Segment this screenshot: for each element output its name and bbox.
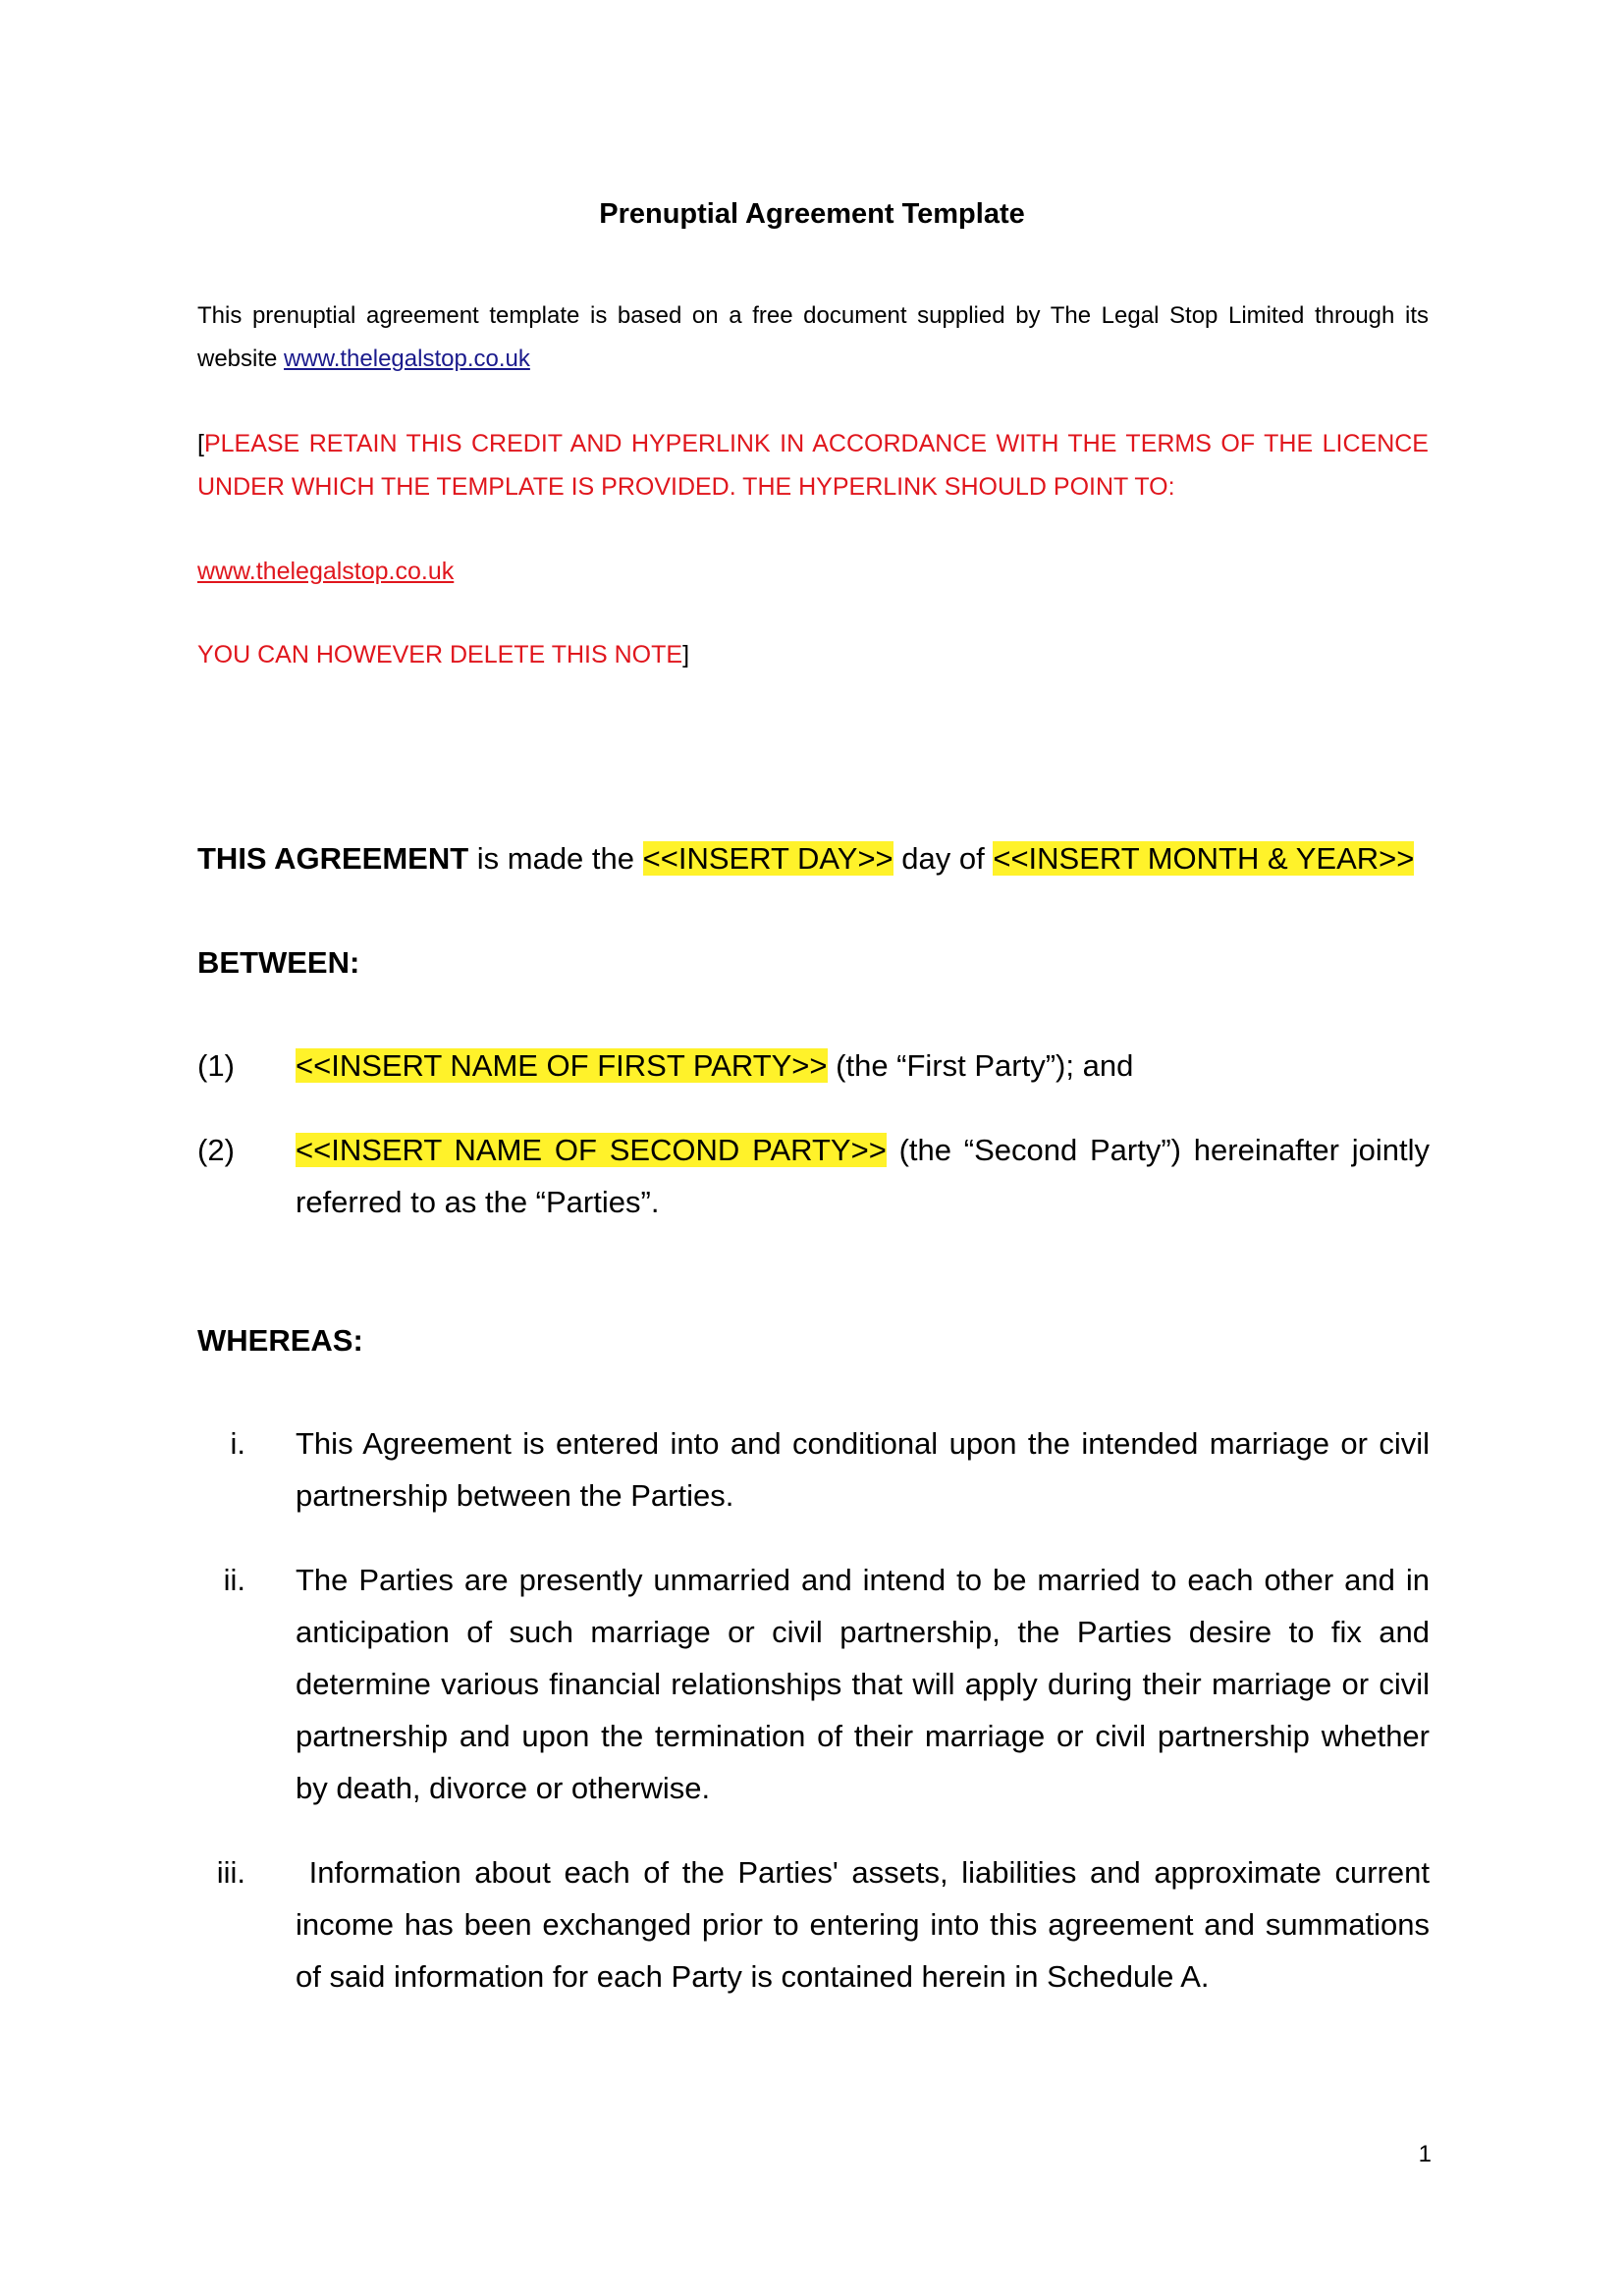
first-party-placeholder: <<INSERT NAME OF FIRST PARTY>> xyxy=(296,1048,828,1083)
agreement-lead: THIS AGREEMENT xyxy=(197,841,469,876)
intro-paragraph xyxy=(197,294,1429,381)
whereas-numeral-iii: iii. xyxy=(216,1855,245,1890)
intro-text: This prenuptial agreement template is based on a free document supplied by The Legal Stop Limited through its website xyxy=(197,302,1429,372)
between-heading: BETWEEN: xyxy=(197,945,360,980)
agreement-date-line xyxy=(197,832,1414,884)
whereas-numeral-ii: ii. xyxy=(223,1563,245,1597)
document-title: Prenuptial Agreement Template xyxy=(599,198,1025,230)
whereas-item-iii: Information about each of the Parties' assets, liabilities and approximate current income has been exchanged prior to entering into this agreement and summations of said information for each Party is contained herein in Schedule A. xyxy=(296,1855,1438,1994)
note-licence-text: PLEASE RETAIN THIS CREDIT AND HYPERLINK IN ACCORDANCE WITH THE TERMS OF THE LICENCE UNDER WHICH THE TEMPLATE IS PROVIDED. THE HYPERLINK SHOULD POINT TO: xyxy=(197,430,1429,501)
first-party-text: (the “First Party”); and xyxy=(827,1048,1134,1083)
licence-note xyxy=(197,422,1429,508)
note-website-link[interactable]: www.thelegalstop.co.uk xyxy=(197,558,455,585)
party-2-number: (2) xyxy=(197,1133,235,1167)
whereas-item-ii: The Parties are presently unmarried and intend to be married to each other and in anticipation of such marriage or civil partnership, the Parties desire to fix and determine various financial relationships that will apply during their marriage or civil partnership and upon the termination of their marriage or civil partnership whether by death, divorce or otherwise. xyxy=(296,1563,1430,1805)
whereas-heading: WHEREAS: xyxy=(197,1323,363,1358)
second-party-placeholder: <<INSERT NAME OF SECOND PARTY>> xyxy=(296,1133,887,1167)
note-close-bracket: ] xyxy=(682,641,690,668)
party-1-clause xyxy=(296,1040,1430,1092)
agreement-text-made: is made the xyxy=(468,841,643,876)
party-1-number: (1) xyxy=(197,1048,235,1083)
whereas-numeral-i: i. xyxy=(230,1426,245,1461)
day-placeholder: <<INSERT DAY>> xyxy=(642,841,893,876)
note-open-bracket: [ xyxy=(197,430,204,457)
note-delete-line xyxy=(197,633,1429,676)
page-number: 1 xyxy=(1418,2141,1432,2167)
note-delete-text: YOU CAN HOWEVER DELETE THIS NOTE xyxy=(197,641,683,668)
party-2-clause xyxy=(296,1124,1430,1228)
second-party-text: (the “Second Party”) hereinafter jointly referred to as the “Parties”. xyxy=(296,1133,1430,1219)
intro-website-link[interactable]: www.thelegalstop.co.uk xyxy=(284,346,530,372)
whereas-item-i: This Agreement is entered into and conditional upon the intended marriage or civil partnership between the Parties. xyxy=(296,1426,1430,1513)
note-link-line xyxy=(197,550,1429,593)
month-year-placeholder: <<INSERT MONTH & YEAR>> xyxy=(993,841,1415,876)
agreement-text-dayof: day of xyxy=(893,841,994,876)
